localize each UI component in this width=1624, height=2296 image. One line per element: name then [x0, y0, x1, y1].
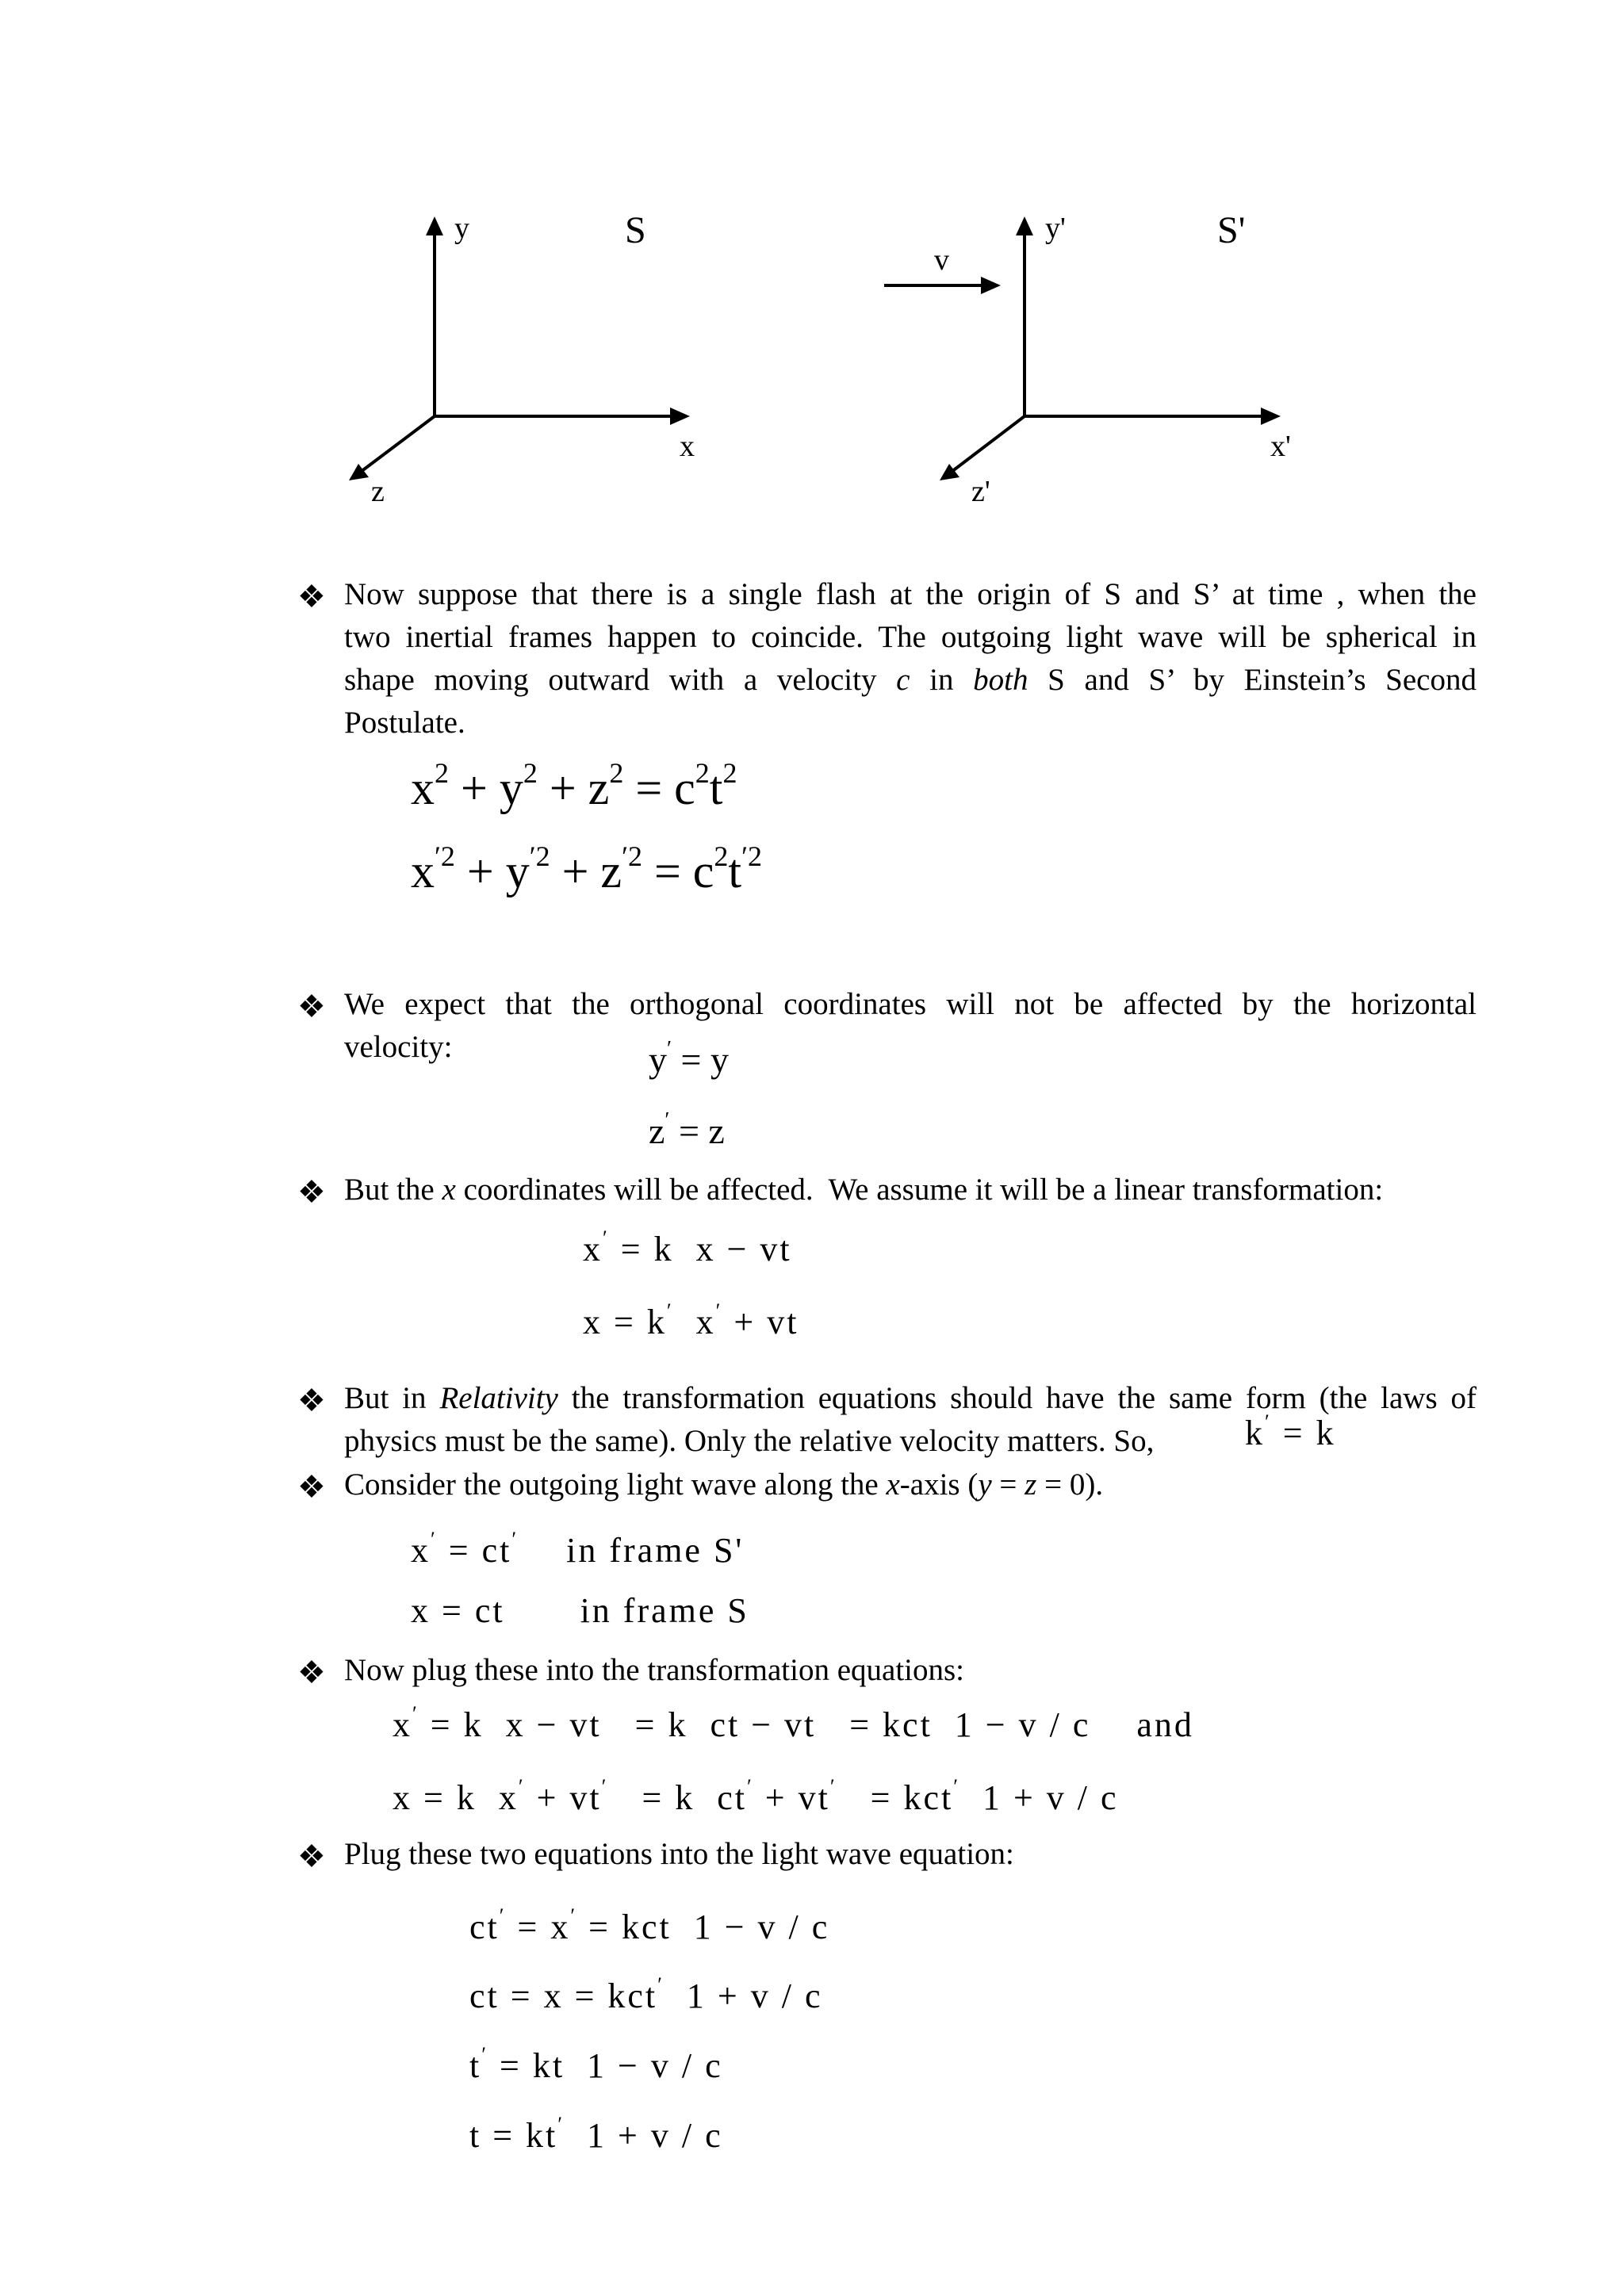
italic-y: y	[978, 1468, 992, 1502]
velocity-label: v	[934, 243, 949, 277]
equation-wave-1: ct′ = x′ = kct 1 − v / c	[469, 1904, 830, 1946]
bullet-7-line: Plug these two equations into the light wave equation:	[344, 1837, 1014, 1871]
text-span: = 0).	[1036, 1468, 1104, 1502]
text-span: in	[910, 663, 974, 697]
axis-label-z: z	[371, 475, 385, 508]
text-span: shape moving outward with a velocity	[344, 663, 897, 697]
equation-wave-3: t′ = kt 1 − v / c	[469, 2042, 723, 2085]
bullet-3-marker: ❖	[297, 1174, 326, 1210]
text-span: Consider the outgoing light wave along the	[344, 1468, 887, 1502]
axis-label-z-prime: z'	[971, 475, 990, 508]
italic-c: c	[896, 663, 910, 697]
axis-label-x: x	[680, 430, 695, 463]
bullet-1-line-3	[344, 659, 1477, 702]
equation-linear-2: x = k′ x′ + vt	[583, 1299, 799, 1341]
bullet-2-line-2: velocity:	[344, 1030, 453, 1064]
italic-z: z	[1025, 1468, 1037, 1502]
text-span: coordinates will be affected. We assume it will be a linear transformation:	[455, 1173, 1384, 1207]
bullet-1-line-1: Now suppose that there is a single flash at the origin of S and S’ at time , when the	[344, 577, 1477, 611]
equation-wave-4: t = kt′ 1 + v / c	[469, 2112, 723, 2155]
equation-sphere-s-prime: $x^{'2} + y^{'2} + z^{'2} = c^2t^{'2}$	[411, 840, 762, 897]
bullet-5-line	[344, 1464, 1103, 1506]
equation-z-prime: z′ = z	[649, 1107, 725, 1151]
bullet-7-marker: ❖	[297, 1839, 326, 1874]
frame-name-s-prime: S'	[1217, 209, 1246, 251]
equation-light-s-prime: x′ = ct′ in frame S'	[411, 1527, 745, 1570]
bullet-6-marker: ❖	[297, 1655, 326, 1690]
bullet-2-paragraph	[344, 983, 1477, 1069]
bullet-1-line-4: Postulate.	[344, 706, 465, 740]
axis-label-x-prime: x'	[1270, 430, 1291, 463]
frame-name-s: S	[625, 209, 646, 251]
text-span: =	[991, 1468, 1025, 1502]
text-span: S and S’ by Einstein’s Second	[1028, 663, 1477, 697]
equation-light-s: x = ct in frame S	[411, 1591, 749, 1630]
bullet-2-line-1: We expect that the orthogonal coordinates will not be affected by the horizontal	[344, 987, 1477, 1021]
equation-plug-2: x = k x′ + vt′ = k ct′ + vt′ = kct′ 1 + v / c	[393, 1774, 1119, 1817]
italic-relativity: Relativity	[439, 1381, 558, 1415]
bullet-2-marker: ❖	[297, 989, 326, 1024]
equation-y-prime: y′ = y	[649, 1035, 729, 1080]
bullet-4-line-2: physics must be the same). Only the relative velocity matters. So,	[344, 1424, 1155, 1458]
bullet-1-marker: ❖	[297, 579, 326, 614]
equation-wave-2: ct = x = kct′ 1 + v / c	[469, 1973, 823, 2015]
bullet-1-paragraph	[344, 573, 1477, 744]
text-span: But the	[344, 1173, 442, 1207]
bullet-1-line-2: two inertial frames happen to coincide. The outgoing light wave will be spherical in	[344, 620, 1477, 654]
italic-both: both	[973, 663, 1028, 697]
italic-x: x	[442, 1173, 456, 1207]
bullet-6-line: Now plug these into the transformation equations:	[344, 1653, 965, 1687]
text-span: the transformation equations should have the same form (the laws of	[557, 1381, 1477, 1415]
text-span: -axis (	[899, 1468, 979, 1502]
reference-frames-diagram	[0, 0, 1624, 555]
frame-s-prime	[884, 209, 1291, 508]
text-span: But in	[344, 1381, 440, 1415]
equation-plug-1: x′ = k x − vt = k ct − vt = kct 1 − v / c and	[393, 1701, 1194, 1744]
bullet-5-marker: ❖	[297, 1469, 326, 1505]
bullet-4-marker: ❖	[297, 1383, 326, 1418]
frame-s	[349, 209, 695, 508]
bullet-3-line	[344, 1169, 1383, 1211]
italic-x: x	[886, 1468, 900, 1502]
equation-linear-1: x′ = k x − vt	[583, 1226, 792, 1269]
equation-sphere-s: $x^2 + y^2 + z^2 = c^2t^2$	[411, 757, 737, 814]
equation-k-prime: k′ = k	[1245, 1410, 1336, 1452]
axis-label-y: y	[454, 212, 469, 245]
axis-label-y-prime: y'	[1045, 212, 1066, 245]
